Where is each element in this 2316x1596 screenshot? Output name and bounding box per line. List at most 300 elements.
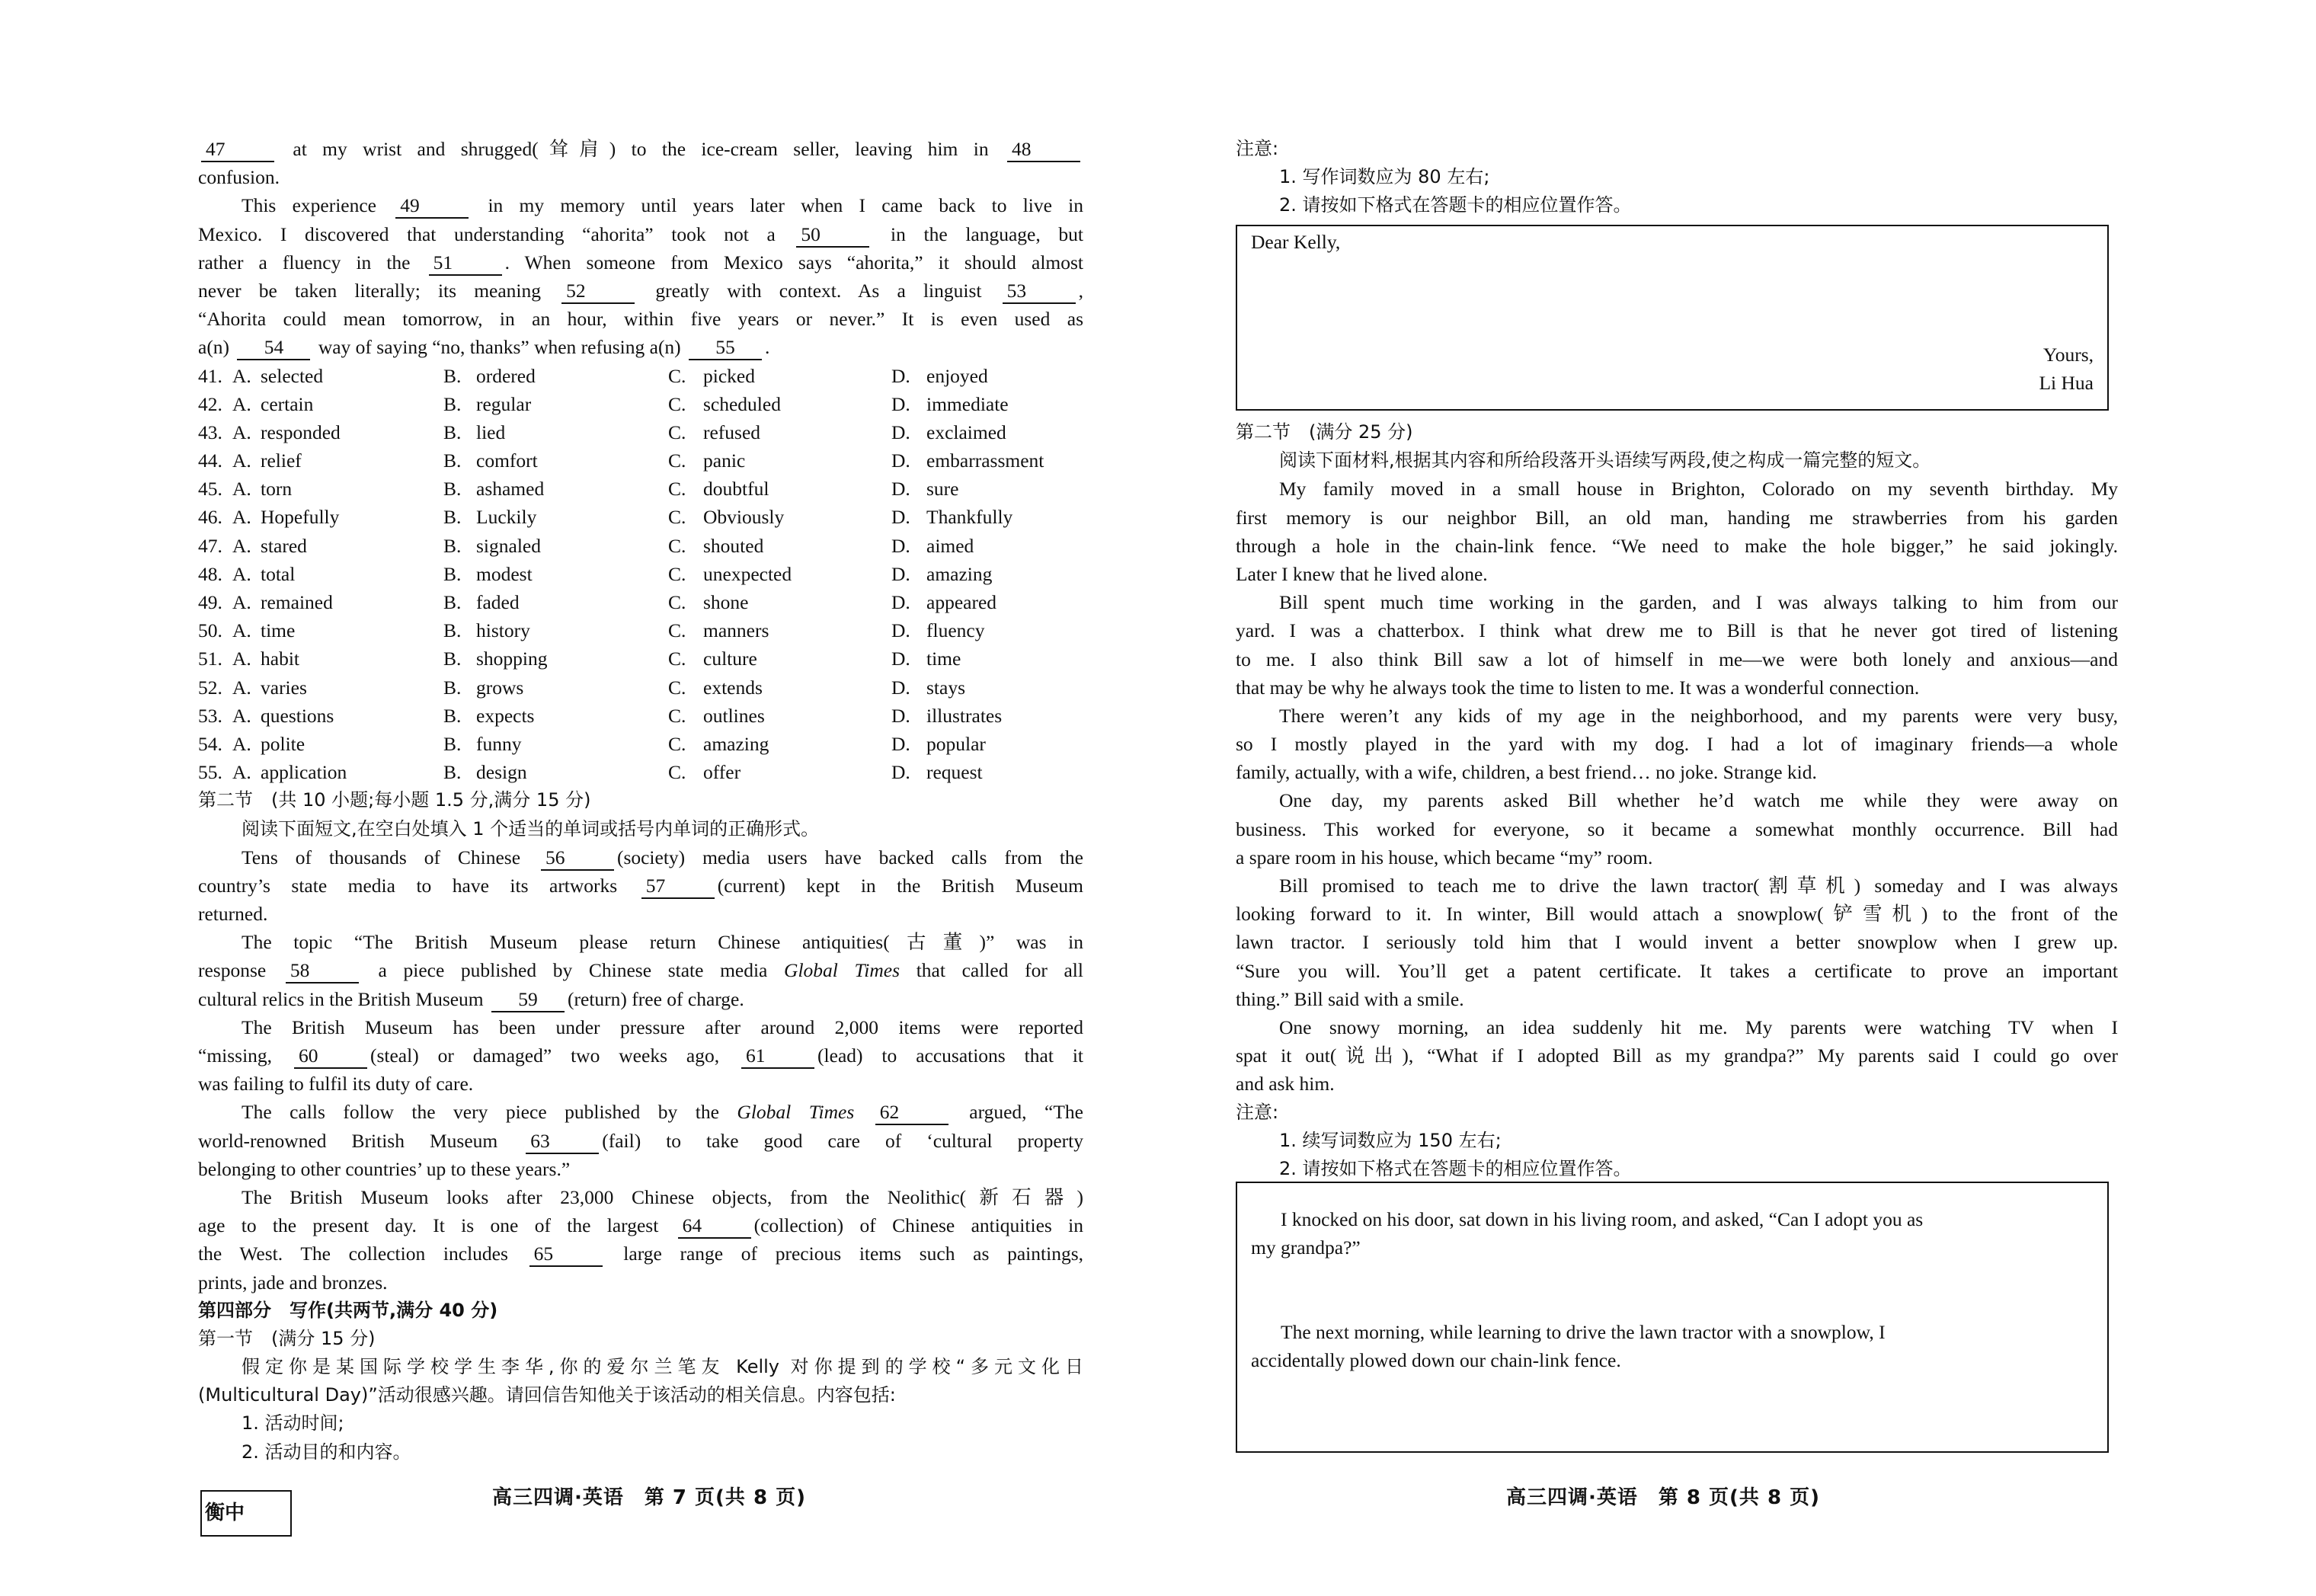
option-letter-d: D. <box>891 761 910 784</box>
text-run: confusion. <box>198 166 280 189</box>
text-run: spat it out(说出), “What if I adopted Bill as my grandpa?” My parents said I could go over <box>1236 1044 2118 1067</box>
option-a[interactable]: responded <box>261 421 341 443</box>
option-b[interactable]: modest <box>476 562 533 585</box>
option-letter-d: D. <box>891 732 910 755</box>
text-run: (steal) or damaged” two weeks ago, <box>369 1044 739 1067</box>
text-line <box>1236 985 2118 1013</box>
option-letter-d: D. <box>891 392 910 415</box>
text-line <box>198 191 1083 219</box>
text-run: response <box>198 959 283 982</box>
option-d[interactable]: sure <box>926 478 959 501</box>
text-run: 1. 续写词数应为 150 左右; <box>1279 1129 1502 1151</box>
answer-blank-57[interactable]: 57 <box>641 875 715 899</box>
text-run: (fail) to take good care of ‘cultural property <box>602 1129 1083 1152</box>
option-letter-d: D. <box>891 421 910 443</box>
continuation-passage <box>1236 418 2118 1183</box>
question-number: 46. <box>198 506 222 529</box>
answer-blank-61[interactable]: 61 <box>741 1044 814 1069</box>
text-line <box>198 1297 1083 1325</box>
text-line <box>1236 1099 2118 1127</box>
text-run: way of saying “no, thanks” when refusing a(n) <box>313 336 686 359</box>
text-run: This experience <box>242 194 393 217</box>
option-a[interactable]: Hopefully <box>261 506 340 529</box>
text-line <box>1236 900 2118 928</box>
text-line <box>1236 645 2118 673</box>
option-c[interactable]: scheduled <box>703 392 781 415</box>
option-letter-a: A. <box>232 392 251 415</box>
text-line <box>1236 1070 2118 1098</box>
option-b[interactable]: regular <box>476 392 532 415</box>
question-number: 52. <box>198 676 222 699</box>
text-line <box>1236 1013 2118 1041</box>
answer-blank-65[interactable]: 65 <box>529 1243 603 1267</box>
option-letter-c: C. <box>668 648 686 670</box>
text-line <box>198 985 1083 1013</box>
writing-notes <box>1236 135 2118 220</box>
page-7-footer: 高三四调·英语 第 7 页(共 8 页) <box>491 1486 807 1509</box>
option-letter-a: A. <box>232 421 251 443</box>
option-a[interactable]: remained <box>261 591 333 613</box>
option-letter-b: B. <box>443 364 462 387</box>
text-line <box>198 900 1083 928</box>
option-d[interactable]: time <box>926 648 961 670</box>
text-run: a spare room in his house, which became “my” room. <box>1236 846 1653 868</box>
text-line <box>1236 191 2118 219</box>
option-letter-d: D. <box>891 676 910 699</box>
text-line <box>198 305 1083 333</box>
answer-blank-56[interactable]: 56 <box>541 846 614 871</box>
text-line <box>198 163 1083 191</box>
option-row-46 <box>198 503 1083 531</box>
option-letter-c: C. <box>668 421 686 443</box>
question-number: 42. <box>198 392 222 415</box>
option-b[interactable]: shopping <box>476 648 548 670</box>
text-run: world-renowned British Museum <box>198 1129 523 1152</box>
option-c[interactable]: Obviously <box>703 506 785 529</box>
question-number: 45. <box>198 478 222 501</box>
text-run: 阅读下面短文,在空白处填入 1 个适当的单词或括号内单词的正确形式。 <box>242 817 820 840</box>
text-run: One day, my parents asked Bill whether he’d watch me while they were away on <box>1279 789 2118 812</box>
text-run: (Multicultural Day)”活动很感兴趣。请回信告知他关于该活动的相关信息。内容包括: <box>198 1384 896 1406</box>
option-letter-d: D. <box>891 648 910 670</box>
option-d[interactable]: exclaimed <box>926 421 1006 443</box>
option-a[interactable]: varies <box>261 676 307 699</box>
option-c[interactable]: picked <box>703 364 755 387</box>
text-run: (society) media users have backed calls from the <box>616 846 1083 868</box>
text-run: at my wrist and shrugged(耸肩) to the ice-cream seller, leaving him in <box>277 138 1004 160</box>
text-run: 2. 请按如下格式在答题卡的相应位置作答。 <box>1279 194 1632 216</box>
option-letter-c: C. <box>668 364 686 387</box>
option-c[interactable]: culture <box>703 648 757 670</box>
option-c[interactable]: amazing <box>703 732 769 755</box>
text-run: 注意: <box>1236 1101 1279 1123</box>
grammar-fill-section <box>198 786 1083 1466</box>
option-b[interactable]: comfort <box>476 449 538 472</box>
answer-blank-54[interactable]: 54 <box>237 336 310 360</box>
option-c[interactable]: shone <box>703 591 749 613</box>
question-number: 51. <box>198 648 222 670</box>
text-line <box>1236 786 2118 814</box>
option-row-48 <box>198 560 1083 588</box>
option-b[interactable]: ashamed <box>476 478 545 501</box>
text-line <box>198 872 1083 900</box>
text-line <box>198 220 1083 248</box>
option-letter-b: B. <box>443 478 462 501</box>
option-letter-b: B. <box>443 421 462 443</box>
text-run: looking forward to it. In winter, Bill would attach a snowplow(铲雪机) to the front of the <box>1236 903 2118 926</box>
option-c[interactable]: unexpected <box>703 562 792 585</box>
options-list <box>198 362 1083 787</box>
text-run: thing.” Bill said with a smile. <box>1236 987 1464 1010</box>
option-b[interactable]: funny <box>476 732 522 755</box>
text-run: age to the present day. It is one of the largest <box>198 1214 675 1237</box>
text-run: Mexico. I discovered that understanding “ahorita” took not a <box>198 222 794 245</box>
option-letter-b: B. <box>443 534 462 557</box>
text-run: cultural relics in the British Museum <box>198 987 489 1010</box>
answer-blank-52[interactable]: 52 <box>561 280 635 304</box>
text-line <box>1236 843 2118 872</box>
answer-blank-59[interactable]: 59 <box>491 988 565 1012</box>
continuation-answer-box <box>1236 1182 2109 1453</box>
option-c[interactable]: extends <box>703 676 763 699</box>
option-row-41 <box>198 362 1083 390</box>
question-number: 44. <box>198 449 222 472</box>
option-a[interactable]: time <box>261 619 296 642</box>
text-line <box>1236 504 2118 532</box>
option-letter-c: C. <box>668 562 686 585</box>
text-line <box>1236 730 2118 758</box>
text-run: business. This worked for everyone, so it became a somewhat monthly occurrence. Bill had <box>1236 817 2118 840</box>
text-line <box>198 1268 1083 1297</box>
option-a[interactable]: polite <box>261 732 305 755</box>
text-run: “Ahorita could mean tomorrow, in an hour, within five years or never.” It is even used as <box>198 308 1083 331</box>
question-number: 49. <box>198 591 222 613</box>
option-letter-a: A. <box>232 704 251 727</box>
option-letter-c: C. <box>668 732 686 755</box>
text-line <box>1236 560 2118 588</box>
text-run: 2. 请按如下格式在答题卡的相应位置作答。 <box>1279 1157 1632 1179</box>
option-a[interactable]: stared <box>261 534 307 557</box>
question-number: 54. <box>198 732 222 755</box>
text-line <box>1236 135 2118 163</box>
option-letter-b: B. <box>443 619 462 642</box>
text-line <box>198 333 1083 361</box>
option-a[interactable]: torn <box>261 478 293 501</box>
text-run: . <box>765 336 770 359</box>
option-letter-b: B. <box>443 449 462 472</box>
option-letter-c: C. <box>668 591 686 613</box>
text-line <box>198 248 1083 277</box>
text-run: first memory is our neighbor Bill, an old man, handing me strawberries from his garden <box>1236 506 2118 529</box>
option-letter-d: D. <box>891 364 910 387</box>
text-line <box>1236 418 2118 446</box>
text-line <box>1236 1155 2118 1183</box>
text-line <box>198 1325 1083 1353</box>
option-b[interactable]: Luckily <box>476 506 537 529</box>
letter-greeting: Dear Kelly, <box>1251 231 1341 253</box>
option-c[interactable]: offer <box>703 761 741 784</box>
text-line <box>198 843 1083 872</box>
option-letter-d: D. <box>891 704 910 727</box>
text-run: 第二节 (满分 25 分) <box>1236 421 1413 443</box>
text-line <box>198 786 1083 814</box>
question-number: 47. <box>198 534 222 557</box>
para2-opening-line2: accidentally plowed down our chain-link fence. <box>1251 1349 1621 1371</box>
option-row-52 <box>198 673 1083 702</box>
option-row-49 <box>198 588 1083 616</box>
option-letter-c: C. <box>668 392 686 415</box>
answer-blank-60[interactable]: 60 <box>294 1044 367 1069</box>
question-number: 53. <box>198 704 222 727</box>
text-run: to me. I also think Bill saw a lot of himself in me—we were both lonely and anxious—and <box>1236 648 2118 670</box>
text-run: The British Museum has been under pressure after around 2,000 items were reported <box>242 1015 1083 1038</box>
option-d[interactable]: request <box>926 761 983 784</box>
text-run: There weren’t any kids of my age in the neighborhood, and my parents were very busy, <box>1279 704 2118 727</box>
text-run: The British Museum looks after 23,000 Chinese objects, from the Neolithic(新石器) <box>242 1185 1083 1208</box>
text-line <box>198 1239 1083 1268</box>
text-run: greatly with context. As a linguist <box>638 279 1000 302</box>
answer-blank-47[interactable]: 47 <box>201 138 274 162</box>
option-b[interactable]: expects <box>476 704 535 727</box>
text-run: was failing to fulfil its duty of care. <box>198 1073 474 1095</box>
option-letter-d: D. <box>891 562 910 585</box>
question-number: 41. <box>198 364 222 387</box>
option-a[interactable]: habit <box>261 648 299 670</box>
option-d[interactable]: appeared <box>926 591 997 613</box>
left-page-column <box>198 135 1083 1466</box>
option-a[interactable]: application <box>261 761 347 784</box>
option-c[interactable]: refused <box>703 421 761 443</box>
text-run: argued, “The <box>951 1101 1083 1124</box>
letter-closing: Yours, <box>2042 344 2094 366</box>
text-run: The topic “The British Museum please return Chinese antiquities(古董)” was in <box>242 931 1083 954</box>
letter-signature: Li Hua <box>2039 372 2094 394</box>
option-c[interactable]: manners <box>703 619 769 642</box>
option-d[interactable]: immediate <box>926 392 1009 415</box>
option-letter-b: B. <box>443 562 462 585</box>
text-line <box>1236 446 2118 475</box>
text-run: returned. <box>198 903 268 926</box>
text-run: The calls follow the very piece published by the <box>242 1101 737 1124</box>
option-a[interactable]: questions <box>261 704 334 727</box>
text-line <box>198 1127 1083 1155</box>
option-a[interactable]: total <box>261 562 296 585</box>
option-letter-c: C. <box>668 478 686 501</box>
option-letter-d: D. <box>891 591 910 613</box>
option-d[interactable]: amazing <box>926 562 993 585</box>
option-letter-a: A. <box>232 364 251 387</box>
text-run: family, actually, with a wife, children, a best friend… no joke. Strange kid. <box>1236 761 1817 784</box>
right-page-continuation <box>1236 418 2118 1183</box>
text-run: 注意: <box>1236 138 1279 159</box>
text-run: 1. 写作词数应为 80 左右; <box>1279 166 1490 188</box>
option-a[interactable]: selected <box>261 364 324 387</box>
text-run: 2. 活动目的和内容。 <box>242 1441 411 1463</box>
option-c[interactable]: shouted <box>703 534 764 557</box>
option-b[interactable]: faded <box>476 591 520 613</box>
text-line <box>198 1041 1083 1070</box>
answer-blank-50[interactable]: 50 <box>796 223 869 248</box>
option-row-51 <box>198 644 1083 673</box>
text-line <box>198 928 1083 956</box>
text-run: Bill spent much time working in the garden, and I was always talking to him from our <box>1279 591 2118 614</box>
option-letter-b: B. <box>443 648 462 670</box>
option-row-43 <box>198 418 1083 446</box>
text-line <box>198 1070 1083 1098</box>
option-c[interactable]: panic <box>703 449 746 472</box>
text-run: so I mostly played in the yard with my dog. I had a lot of imaginary friends—a whole <box>1236 733 2118 756</box>
option-letter-c: C. <box>668 676 686 699</box>
option-letter-c: C. <box>668 506 686 529</box>
text-run: Tens of thousands of Chinese <box>242 846 538 868</box>
option-b[interactable]: grows <box>476 676 524 699</box>
option-letter-b: B. <box>443 392 462 415</box>
text-run: country’s state media to have its artworks <box>198 874 638 897</box>
right-page-column <box>1236 135 2118 220</box>
option-letter-d: D. <box>891 506 910 529</box>
answer-blank-55[interactable]: 55 <box>689 336 762 360</box>
text-line <box>1236 928 2118 956</box>
option-letter-d: D. <box>891 619 910 642</box>
text-run: belonging to other countries’ up to these years.” <box>198 1157 571 1180</box>
para1-opening-line1: I knocked on his door, sat down in his living room, and asked, “Can I adopt you as <box>1281 1208 1924 1230</box>
option-d[interactable]: stays <box>926 676 965 699</box>
option-b[interactable]: lied <box>476 421 506 443</box>
text-run: in the language, but <box>872 222 1083 245</box>
page-8-footer: 高三四调·英语 第 8 页(共 8 页) <box>1505 1486 1821 1509</box>
option-letter-a: A. <box>232 562 251 585</box>
option-row-55 <box>198 758 1083 786</box>
text-run: Bill promised to teach me to drive the lawn tractor(割草机) someday and I was always <box>1279 875 2118 897</box>
text-run: that called for all <box>900 959 1083 982</box>
text-line <box>198 277 1083 305</box>
text-run: “Sure you will. You’ll get a patent certificate. It takes a certificate to prove an important <box>1236 959 2118 982</box>
text-line <box>198 815 1083 843</box>
text-run: 1. 活动时间; <box>242 1412 344 1434</box>
text-line <box>1236 872 2118 900</box>
text-line <box>1236 588 2118 616</box>
option-letter-a: A. <box>232 676 251 699</box>
text-line <box>1236 673 2118 702</box>
text-run: the West. The collection includes <box>198 1243 526 1265</box>
answer-blank-49[interactable]: 49 <box>395 194 469 219</box>
option-a[interactable]: certain <box>261 392 314 415</box>
option-d[interactable]: illustrates <box>926 704 1003 727</box>
text-line <box>198 1409 1083 1438</box>
option-letter-c: C. <box>668 704 686 727</box>
answer-blank-48[interactable]: 48 <box>1007 138 1080 162</box>
option-b[interactable]: design <box>476 761 527 784</box>
text-run: . When someone from Mexico says “ahorita,” it should almost <box>504 251 1083 273</box>
option-letter-b: B. <box>443 761 462 784</box>
text-line <box>198 1353 1083 1381</box>
option-row-50 <box>198 616 1083 644</box>
text-run: 假定你是某国际学校学生李华,你的爱尔兰笔友 Kelly 对你提到的学校“多元文化日 <box>242 1356 1083 1378</box>
italic-title: Global Times <box>737 1101 855 1124</box>
text-line <box>1236 702 2118 730</box>
cloze-passage <box>198 135 1083 362</box>
option-d[interactable]: embarrassment <box>926 449 1044 472</box>
option-d[interactable]: enjoyed <box>926 364 988 387</box>
option-c[interactable]: outlines <box>703 704 765 727</box>
option-b[interactable]: history <box>476 619 530 642</box>
text-run: yard. I was a chatterbox. I think what drew me to Bill is that he never got tired of listening <box>1236 619 2118 642</box>
text-run: “missing, <box>198 1044 291 1067</box>
italic-title: Global Times <box>784 959 900 982</box>
option-letter-b: B. <box>443 676 462 699</box>
option-letter-a: A. <box>232 732 251 755</box>
para1-opening-line2: my grandpa?” <box>1251 1236 1361 1259</box>
option-d[interactable]: Thankfully <box>926 506 1013 529</box>
option-c[interactable]: doubtful <box>703 478 769 501</box>
text-run: 阅读下面材料,根据其内容和所给段落开头语续写两段,使之构成一篇完整的短文。 <box>1279 449 1931 472</box>
option-b[interactable]: signaled <box>476 534 541 557</box>
question-number: 43. <box>198 421 222 443</box>
text-line <box>1236 957 2118 985</box>
para2-opening-line1: The next morning, while learning to drive the lawn tractor with a snowplow, I <box>1281 1321 1886 1343</box>
option-d[interactable]: aimed <box>926 534 974 557</box>
text-run: a(n) <box>198 336 235 359</box>
school-label-box: 衡中 <box>200 1490 292 1537</box>
text-run: in my memory until years later when I came back to live in <box>472 194 1083 217</box>
text-run: (lead) to accusations that it <box>817 1044 1083 1067</box>
text-line <box>198 1098 1083 1126</box>
text-run: and ask him. <box>1236 1073 1335 1095</box>
text-line <box>198 1183 1083 1211</box>
text-run: (return) free of charge. <box>568 987 744 1010</box>
option-letter-d: D. <box>891 534 910 557</box>
answer-blank-64[interactable]: 64 <box>678 1214 751 1239</box>
answer-blank-58[interactable]: 58 <box>286 959 359 984</box>
option-letter-a: A. <box>232 591 251 613</box>
text-run: My family moved in a small house in Brighton, Colorado on my seventh birthday. My <box>1279 478 2118 501</box>
answer-blank-63[interactable]: 63 <box>526 1130 599 1154</box>
option-a[interactable]: relief <box>261 449 302 472</box>
answer-blank-51[interactable]: 51 <box>429 251 502 276</box>
text-line <box>198 1381 1083 1409</box>
option-letter-a: A. <box>232 648 251 670</box>
letter-answer-box <box>1236 225 2109 411</box>
option-row-54 <box>198 730 1083 758</box>
text-run: that may be why he always took the time to listen to me. It was a wonderful connection. <box>1236 676 1920 699</box>
text-line <box>1236 532 2118 560</box>
answer-blank-53[interactable]: 53 <box>1003 280 1076 304</box>
option-letter-c: C. <box>668 761 686 784</box>
question-number: 50. <box>198 619 222 642</box>
option-letter-d: D. <box>891 478 910 501</box>
text-line <box>1236 616 2118 644</box>
answer-blank-62[interactable]: 62 <box>875 1101 948 1125</box>
option-letter-b: B. <box>443 506 462 529</box>
text-line <box>198 956 1083 984</box>
option-d[interactable]: popular <box>926 732 986 755</box>
option-b[interactable]: ordered <box>476 364 536 387</box>
text-run: a piece published by Chinese state media <box>361 959 785 982</box>
option-row-45 <box>198 475 1083 503</box>
option-row-53 <box>198 702 1083 730</box>
text-run: Later I knew that he lived alone. <box>1236 562 1488 585</box>
option-letter-a: A. <box>232 761 251 784</box>
option-letter-b: B. <box>443 732 462 755</box>
text-line <box>198 1211 1083 1239</box>
text-line <box>1236 1041 2118 1070</box>
option-d[interactable]: fluency <box>926 619 985 642</box>
option-letter-a: A. <box>232 506 251 529</box>
text-run: rather a fluency in the <box>198 251 426 273</box>
text-run: , <box>1078 279 1083 302</box>
text-run <box>854 1101 872 1123</box>
text-line <box>1236 758 2118 786</box>
